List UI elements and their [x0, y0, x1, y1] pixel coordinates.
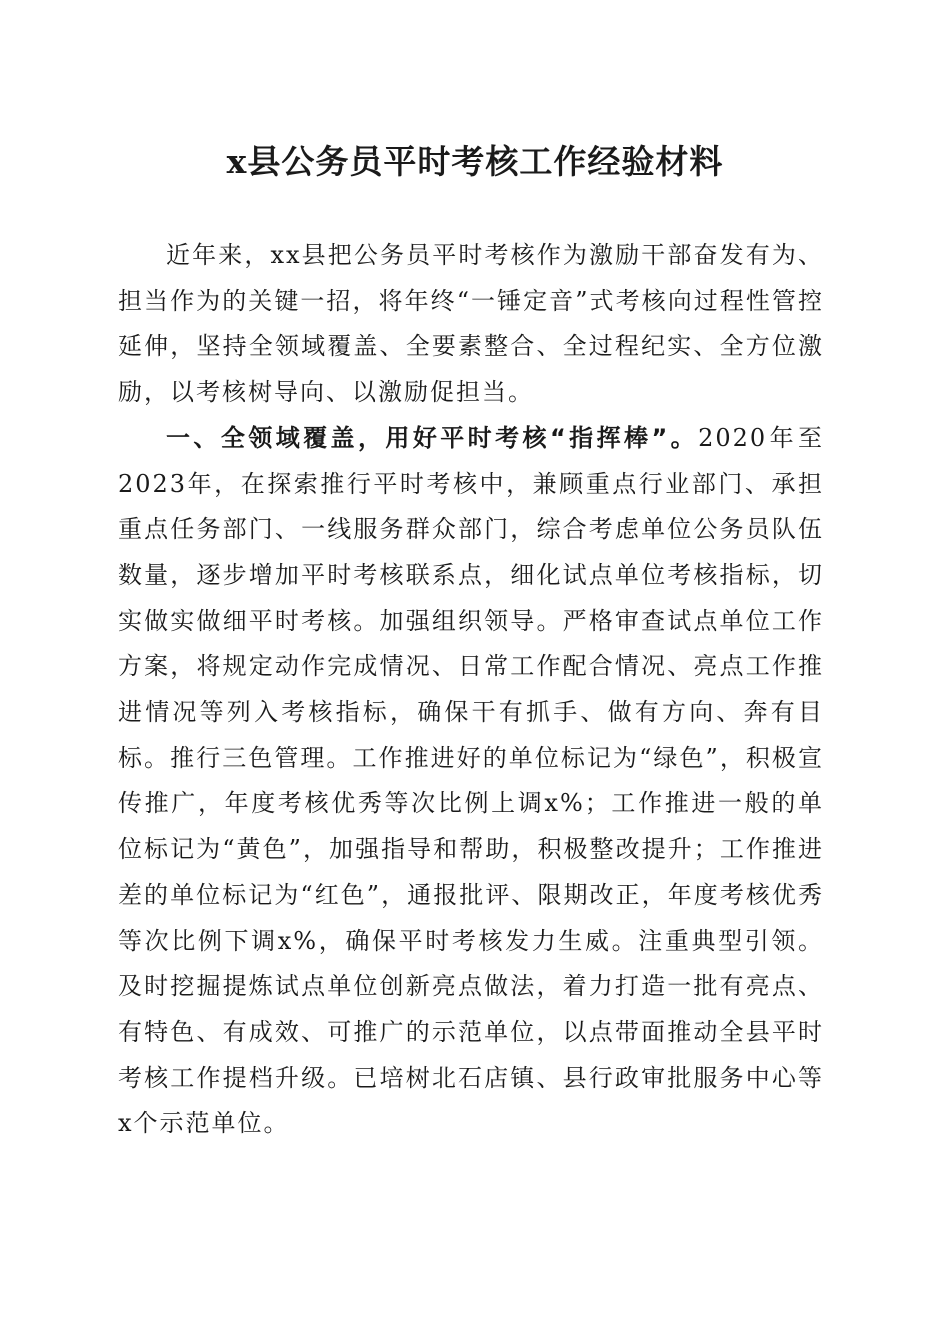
- intro-paragraph: 近年来，xx县把公务员平时考核作为激励干部奋发有为、担当作为的关键一招，将年终“一锤定音”式考核向过程性管控延伸，坚持全领域覆盖、全要素整合、全过程纪实、全方位激励，以考核树导向、以激励促担当。: [118, 241, 824, 407]
- section-1-body: 2020年至2023年，在探索推行平时考核中，兼顾重点行业部门、承担重点任务部门、一线服务群众部门，综合考虑单位公务员队伍数量，逐步增加平时考核联系点，细化试点单位考核指标，切实做实做细平时考核。加强组织领导。严格审查试点单位工作方案，将规定动作完成情况、日常工作配合情况、亮点工作推进情况等列入考核指标，确保干有抓手、做有方向、奔有目标。推行三色管理。工作推进好的单位标记为“绿色”，积极宣传推广，年度考核优秀等次比例上调x%；工作推进一般的单位标记为“黄色”，加强指导和帮助，积极整改提升；工作推进差的单位标记为“红色”，通报批评、限期改正，年度考核优秀等次比例下调x%，确保平时考核发力生威。注重典型引领。及时挖掘提炼试点单位创新亮点做法，着力打造一批有亮点、有特色、有成效、可推广的示范单位，以点带面推动全县平时考核工作提档升级。已培树北石店镇、县行政审批服务中心等x个示范单位。: [118, 423, 825, 1138]
- document-body: [118, 233, 824, 1147]
- section-1-heading: 一、全领域覆盖，用好平时考核“指挥棒”。: [166, 423, 699, 452]
- document-title: x县公务员平时考核工作经验材料: [226, 142, 724, 181]
- section-1-paragraph: [118, 416, 824, 1147]
